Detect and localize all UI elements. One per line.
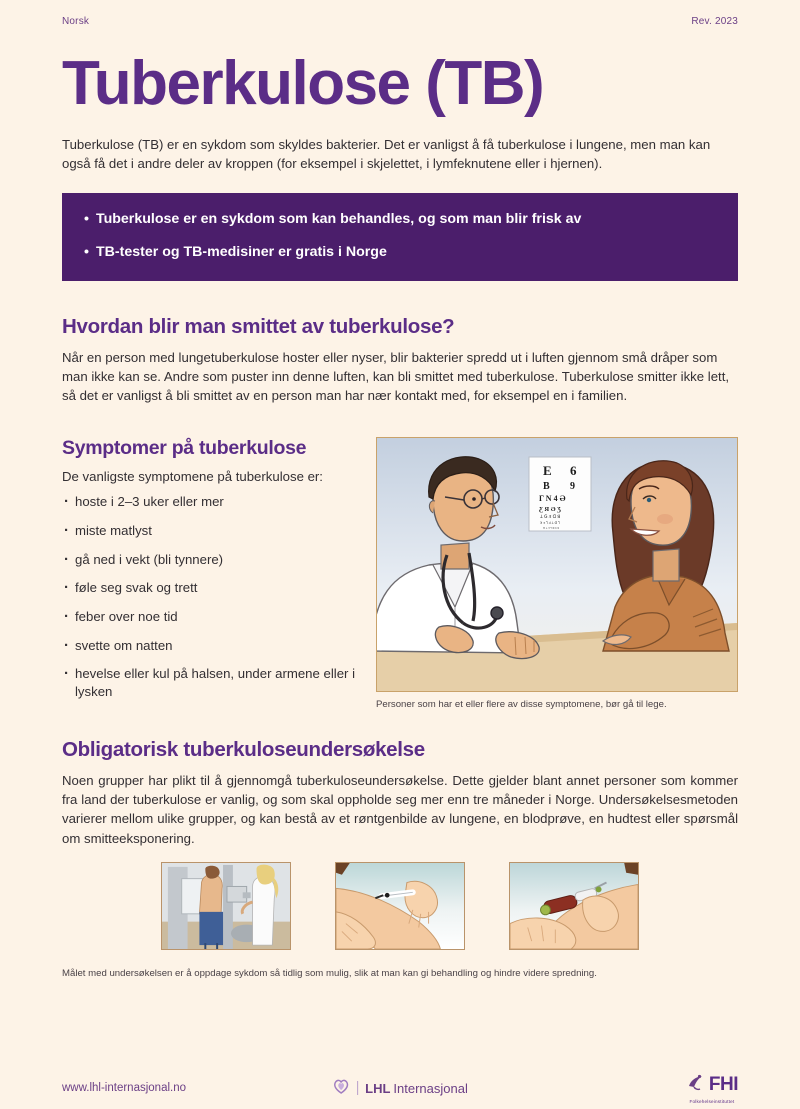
fhi-subtitle: Folkehelseinstituttet bbox=[689, 1098, 735, 1104]
callout-item bbox=[84, 243, 716, 262]
meta-row bbox=[62, 0, 738, 27]
list-item: · hevelse eller kul på halsen, under armene eller i lysken bbox=[62, 665, 362, 699]
svg-text:ꓕ ꓖ Ǝ ꓷ ꓭ: ꓕ ꓖ Ǝ ꓷ ꓭ bbox=[540, 514, 561, 520]
fhi-mark-icon bbox=[686, 1073, 706, 1098]
bullet-icon: • bbox=[84, 244, 89, 261]
symptoms-list bbox=[62, 493, 362, 699]
list-item: · svette om natten bbox=[62, 637, 362, 654]
symptoms-intro: De vanligste symptomene på tuberkulose er: bbox=[62, 469, 323, 485]
svg-text:ꓟ ꓕ Ǝ ꓶ ꓷ ꓗ ꓢ: ꓟ ꓕ Ǝ ꓶ ꓷ ꓗ ꓢ bbox=[543, 527, 560, 531]
callout-item-text: Tuberkulose er en sykdom som kan behandles, og som man blir frisk av bbox=[95, 211, 582, 228]
lhl-bold-text: LHL bbox=[365, 1080, 391, 1096]
list-item: · gå ned i vekt (bli tynnere) bbox=[62, 551, 362, 568]
list-item: · miste matlyst bbox=[62, 522, 362, 539]
lhl-mark-icon bbox=[332, 1077, 350, 1100]
mandatory-heading: Obligatorisk tuberkuloseundersøkelse bbox=[62, 737, 425, 761]
list-item: · hoste i 2–3 uker eller mer bbox=[62, 493, 362, 510]
blood-sample-illustration bbox=[509, 862, 639, 950]
symptoms-heading: Symptomer på tuberkulose bbox=[62, 437, 307, 460]
fhi-logo bbox=[686, 1073, 738, 1104]
symptoms-figure-column bbox=[376, 437, 738, 711]
website-url[interactable]: www.lhl-internasjonal.no bbox=[62, 1082, 187, 1094]
page-title: Tuberkulose (TB) bbox=[62, 49, 544, 118]
mandatory-caption: Målet med undersøkelsen er å oppdage sykdom så tidlig som mulig, slik at man kan gi behandling og hindre videre spredning. bbox=[62, 967, 597, 979]
footer bbox=[0, 1067, 800, 1109]
svg-text:9: 9 bbox=[570, 481, 575, 493]
mandatory-body: Noen grupper har plikt til å gjennomgå tuberkuloseundersøkelse. Dette gjelder blant annet personer som kommer fra land der tuberkulose er vanlig, og som skal oppholde seg mer enn tre måneder i Norge. Undersøkelsesmetoden varierer mellom ulike grupper, og kan bestå av et røntgenbilde av lungene, en blodprøve, en hudtest eller spørsmål om smitteeksponering. bbox=[62, 772, 738, 846]
revision-label: Rev. 2023 bbox=[691, 16, 738, 27]
list-item: · føle seg svak og trett bbox=[62, 579, 362, 596]
transmission-section bbox=[62, 315, 738, 406]
callout-item-text: TB-tester og TB-medisiner er gratis i Norge bbox=[95, 244, 387, 261]
mandatory-section bbox=[62, 738, 738, 979]
transmission-body: Når en person med lungetuberkulose hoster eller nyser, blir bakterier spredd ut i luften gjennom små dråper som man ikke kan se. Andre som puster inn denne luften, kan bli smittet med tuberkulose. Tuberkulose smitter ikke lett, så det er vanligst å bli smittet av en person man har nær kontakt med, for eksempel en i familien. bbox=[62, 349, 730, 404]
symptoms-section bbox=[62, 437, 738, 711]
chest-xray-illustration bbox=[161, 862, 291, 950]
bullet-icon: • bbox=[84, 211, 89, 228]
svg-text:B: B bbox=[543, 481, 550, 493]
transmission-heading: Hvordan blir man smittet av tuberkulose? bbox=[62, 314, 455, 338]
exam-images-row bbox=[62, 862, 738, 950]
lhl-wordmark bbox=[365, 1081, 468, 1096]
key-facts-callout bbox=[62, 193, 738, 280]
intro-paragraph: Tuberkulose (TB) er en sykdom som skyldes bakterier. Det er vanligst å få tuberkulose i lungene, men man kan også få det i andre deler av kroppen (for eksempel i skjelettet, i lymfeknutene eller i hjernen). bbox=[62, 137, 711, 172]
svg-text:Ƹ Я Ә Ʒ: Ƹ Я Ә Ʒ bbox=[539, 506, 561, 514]
figure-caption: Personer som har et eller flere av disse symptomene, bør gå til lege. bbox=[376, 699, 667, 711]
lhl-light-text: Internasjonal bbox=[393, 1080, 468, 1096]
language-label: Norsk bbox=[62, 16, 90, 27]
logo-divider bbox=[357, 1081, 358, 1095]
skin-test-illustration bbox=[335, 862, 465, 950]
svg-text:E: E bbox=[543, 463, 552, 479]
svg-text:ꓘ Ǝ ꓶ ꓒ ꓕ ꓖ ꓶ: ꓘ Ǝ ꓶ ꓒ ꓕ ꓖ ꓶ bbox=[540, 521, 560, 526]
fhi-wordmark: FHI bbox=[708, 1074, 738, 1095]
lhl-logo bbox=[332, 1077, 468, 1100]
callout-item bbox=[84, 210, 716, 229]
list-item: · feber over noe tid bbox=[62, 608, 362, 625]
symptoms-text-column bbox=[62, 437, 362, 711]
svg-text:6: 6 bbox=[570, 463, 577, 479]
svg-text:Γ N 4 Ә: Γ N 4 Ә bbox=[539, 494, 566, 504]
doctor-patient-consultation-illustration bbox=[376, 437, 738, 692]
